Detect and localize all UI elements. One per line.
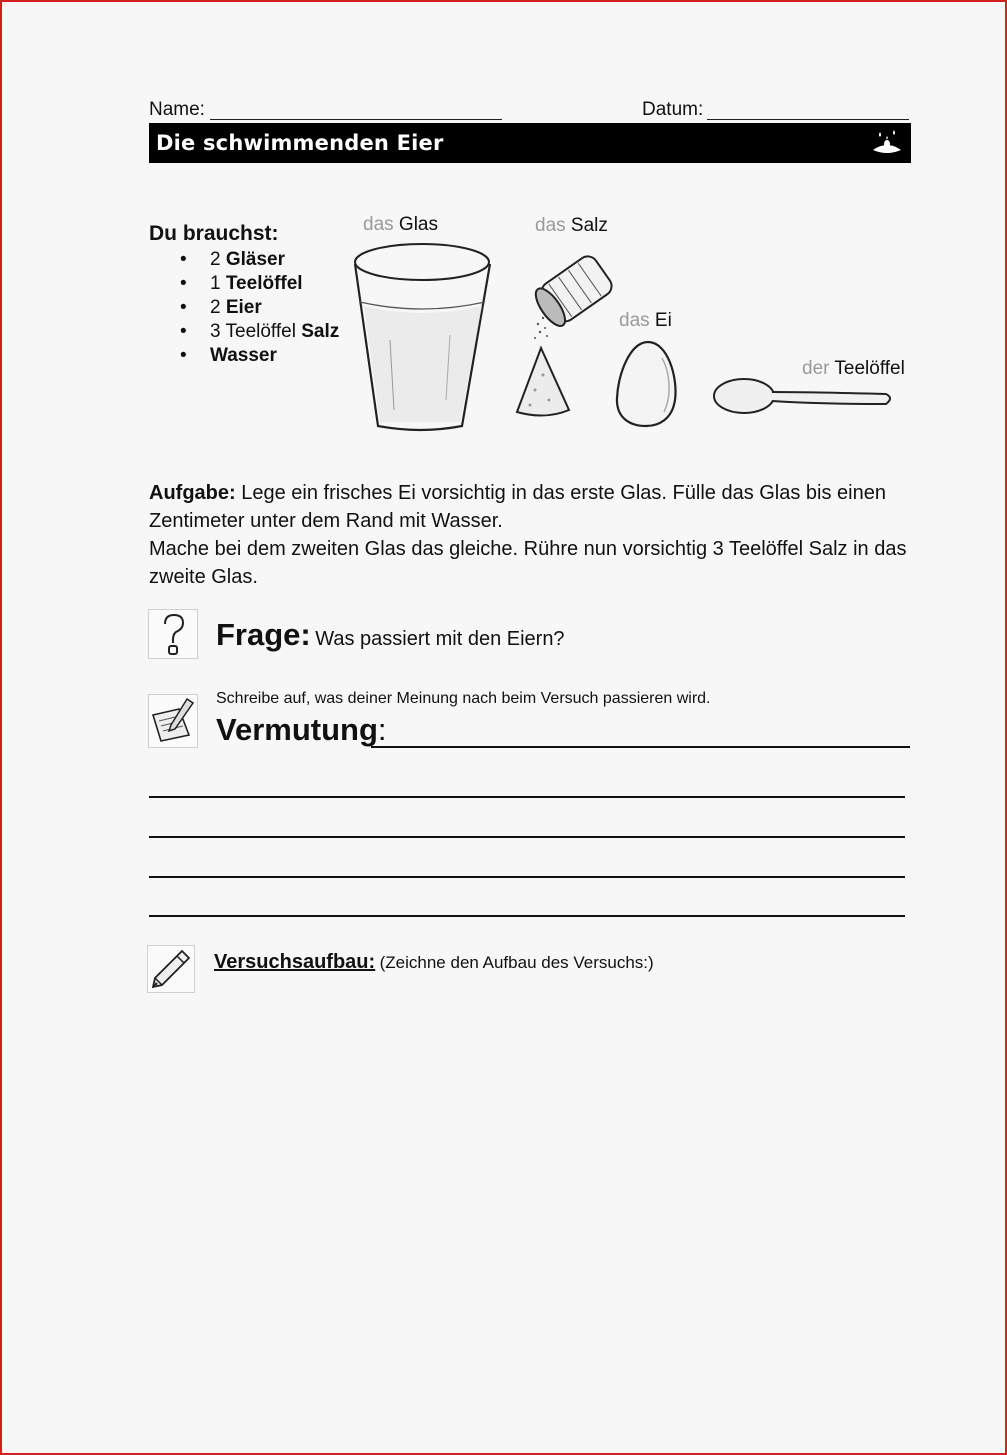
task-paragraph: [149, 479, 909, 591]
task-line-2: Zentimeter unter dem Rand mit Wasser.: [149, 510, 503, 532]
glass-illustration: [350, 240, 500, 435]
task-line-4: zweite Glas.: [149, 566, 258, 588]
question-icon-box: [148, 609, 198, 659]
list-item: [180, 320, 339, 344]
salt-noun: Salz: [570, 215, 608, 236]
notepad-icon-box: [148, 694, 198, 748]
setup-row: [214, 951, 654, 974]
setup-label: Versuchsaufbau:: [214, 951, 376, 973]
item-count: 2: [210, 297, 221, 318]
spoon-article: der: [802, 358, 830, 379]
notepad-pen-icon: [149, 695, 197, 747]
title-bar: [149, 123, 911, 163]
hypothesis-answer-line[interactable]: [371, 746, 910, 748]
egg-article: das: [619, 310, 650, 331]
egg-noun: Ei: [654, 310, 672, 331]
materials-heading: Du brauchst:: [149, 222, 279, 245]
question-row: [216, 617, 565, 653]
hypothesis-row: [216, 712, 387, 748]
hypothesis-label: Vermutung: [216, 712, 378, 747]
date-field-line[interactable]: [707, 119, 909, 120]
answer-line[interactable]: [149, 836, 905, 838]
list-item: [180, 296, 339, 320]
date-label: Datum:: [642, 99, 704, 120]
setup-hint: (Zeichne den Aufbau des Versuchs:): [379, 953, 654, 972]
answer-line[interactable]: [149, 796, 905, 798]
item-name: Wasser: [210, 345, 277, 366]
worksheet-title: Die schwimmenden Eier: [156, 131, 444, 155]
task-line-1: [149, 479, 909, 507]
spoon-noun: Teelöffel: [834, 358, 905, 379]
answer-line[interactable]: [149, 876, 905, 878]
item-name: Salz: [301, 321, 340, 342]
water-drop-icon: [867, 126, 907, 160]
pencil-icon-box: [147, 945, 195, 993]
name-label: Name:: [149, 99, 205, 120]
list-item: [180, 272, 339, 296]
task-label: Aufgabe:: [149, 482, 236, 504]
item-name: Eier: [225, 297, 262, 318]
salt-label: [535, 215, 608, 237]
task-line-3: Mache bei dem zweiten Glas das gleiche. Rühre nun vorsichtig 3 Teelöffel Salz in das: [149, 538, 907, 560]
question-text: Was passiert mit den Eiern?: [315, 628, 565, 650]
task-text-1: Lege ein frisches Ei vorsichtig in das erste Glas. Fülle das Glas bis einen: [241, 482, 886, 504]
question-mark-icon: [149, 610, 197, 658]
item-count: 3 Teelöffel: [210, 321, 296, 342]
question-label: Frage:: [216, 617, 311, 652]
list-item: [180, 248, 339, 272]
salt-article: das: [535, 215, 566, 236]
hypothesis-instruction: Schreibe auf, was deiner Meinung nach beim Versuch passieren wird.: [216, 690, 711, 707]
list-item: [180, 344, 339, 368]
item-count: 2: [210, 249, 221, 270]
hypothesis-colon: :: [377, 712, 387, 747]
egg-illustration: [612, 338, 682, 430]
name-field-line[interactable]: [210, 119, 502, 120]
pencil-icon: [148, 946, 194, 992]
glass-label: [363, 214, 438, 236]
materials-list: [180, 248, 339, 368]
item-name: Gläser: [225, 249, 286, 270]
item-count: 1: [210, 273, 221, 294]
answer-line[interactable]: [149, 915, 905, 917]
item-name: Teelöffel: [225, 273, 303, 294]
glass-article: das: [363, 214, 394, 235]
glass-noun: Glas: [398, 214, 438, 235]
spoon-illustration: [710, 372, 895, 420]
